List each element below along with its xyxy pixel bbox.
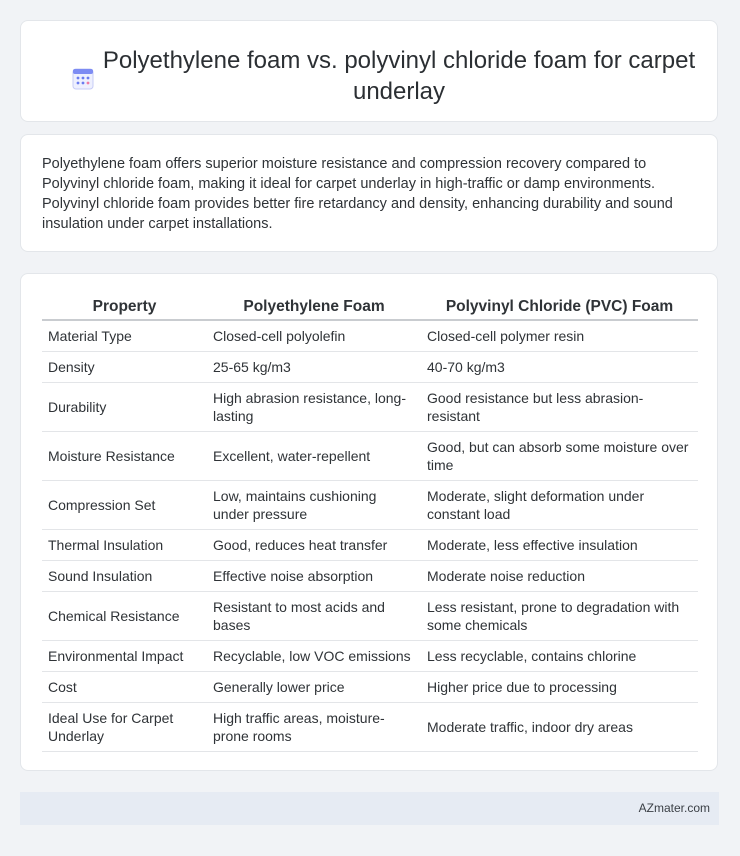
polyethylene-cell: Effective noise absorption bbox=[207, 561, 421, 592]
pvc-cell: 40-70 kg/m3 bbox=[421, 352, 698, 383]
comparison-card bbox=[20, 273, 718, 771]
table-header-row bbox=[42, 294, 698, 321]
pvc-cell: Less recyclable, contains chlorine bbox=[421, 641, 698, 672]
calendar-grid-icon bbox=[72, 66, 94, 90]
table-row bbox=[42, 481, 698, 530]
polyethylene-cell: Closed-cell polyolefin bbox=[207, 321, 421, 352]
comparison-table bbox=[42, 294, 698, 752]
pvc-cell: Moderate traffic, indoor dry areas bbox=[421, 703, 698, 752]
property-cell: Environmental Impact bbox=[42, 641, 207, 672]
table-row bbox=[42, 530, 698, 561]
property-cell: Thermal Insulation bbox=[42, 530, 207, 561]
property-cell: Chemical Resistance bbox=[42, 592, 207, 641]
polyethylene-cell: High traffic areas, moisture-prone rooms bbox=[207, 703, 421, 752]
table-row bbox=[42, 672, 698, 703]
table-row bbox=[42, 641, 698, 672]
pvc-cell: Good resistance but less abrasion-resistant bbox=[421, 383, 698, 432]
table-row bbox=[42, 352, 698, 383]
table-row bbox=[42, 432, 698, 481]
property-cell: Material Type bbox=[42, 321, 207, 352]
pvc-cell: Closed-cell polymer resin bbox=[421, 321, 698, 352]
table-row bbox=[42, 592, 698, 641]
pvc-cell: Less resistant, prone to degradation with some chemicals bbox=[421, 592, 698, 641]
pvc-cell: Moderate, less effective insulation bbox=[421, 530, 698, 561]
polyethylene-cell: 25-65 kg/m3 bbox=[207, 352, 421, 383]
property-cell: Compression Set bbox=[42, 481, 207, 530]
table-row bbox=[42, 561, 698, 592]
polyethylene-cell: Good, reduces heat transfer bbox=[207, 530, 421, 561]
summary-paragraph: Polyethylene foam offers superior moisture resistance and compression recovery compared to Polyvinyl chloride foam, making it ideal for carpet underlay in high-traffic or damp environments. Polyvinyl chloride foam provides better fire retardancy and density, enhancing durability and sound insulation under carpet installations. bbox=[42, 156, 673, 232]
polyethylene-cell: Generally lower price bbox=[207, 672, 421, 703]
pvc-cell: Good, but can absorb some moisture over time bbox=[421, 432, 698, 481]
footer-brand[interactable]: AZmater.com bbox=[638, 801, 710, 815]
property-cell: Cost bbox=[42, 672, 207, 703]
header-pvc: Polyvinyl Chloride (PVC) Foam bbox=[421, 294, 698, 321]
polyethylene-cell: Low, maintains cushioning under pressure bbox=[207, 481, 421, 530]
footer-bar bbox=[20, 792, 719, 825]
pvc-cell: Moderate, slight deformation under constant load bbox=[421, 481, 698, 530]
pvc-cell: Higher price due to processing bbox=[421, 672, 698, 703]
header-polyethylene: Polyethylene Foam bbox=[207, 294, 421, 321]
pvc-cell: Moderate noise reduction bbox=[421, 561, 698, 592]
title-card bbox=[20, 20, 718, 122]
header-property: Property bbox=[42, 294, 207, 321]
property-cell: Sound Insulation bbox=[42, 561, 207, 592]
polyethylene-cell: Excellent, water-repellent bbox=[207, 432, 421, 481]
property-cell: Density bbox=[42, 352, 207, 383]
property-cell: Ideal Use for Carpet Underlay bbox=[42, 703, 207, 752]
summary-card bbox=[20, 134, 718, 252]
table-row bbox=[42, 383, 698, 432]
property-cell: Moisture Resistance bbox=[42, 432, 207, 481]
property-cell: Durability bbox=[42, 383, 207, 432]
polyethylene-cell: Recyclable, low VOC emissions bbox=[207, 641, 421, 672]
table-row bbox=[42, 321, 698, 352]
polyethylene-cell: High abrasion resistance, long-lasting bbox=[207, 383, 421, 432]
page-title: Polyethylene foam vs. polyvinyl chloride foam for carpet underlay bbox=[102, 47, 696, 105]
polyethylene-cell: Resistant to most acids and bases bbox=[207, 592, 421, 641]
table-row bbox=[42, 703, 698, 752]
